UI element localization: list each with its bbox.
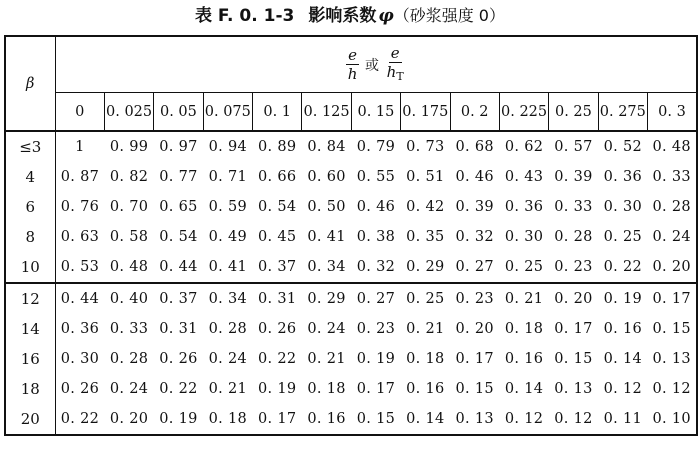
coefficient-cell: 0. 21 xyxy=(307,351,346,367)
table-row xyxy=(5,222,697,252)
coefficient-cell: 0. 17 xyxy=(455,351,494,367)
table-row xyxy=(5,252,697,283)
coefficient-cell: 0. 34 xyxy=(307,259,346,275)
header-row-ratio xyxy=(5,36,697,93)
coefficient-cell: 0. 29 xyxy=(302,283,351,314)
coefficient-cell: 0. 32 xyxy=(356,259,396,275)
coefficient-cell: 0. 38 xyxy=(356,229,396,245)
coefficient-cell: 0. 68 xyxy=(450,131,499,162)
fraction-e-over-h xyxy=(346,47,360,82)
coefficient-cell: 0. 31 xyxy=(253,283,302,314)
column-header-ratio: 0. 2 xyxy=(450,93,499,132)
coefficient-cell: 0. 48 xyxy=(648,131,697,162)
coefficient-cell: 0. 82 xyxy=(109,169,149,185)
coefficient-cell: 0. 17 xyxy=(356,381,396,397)
coefficient-cell: 0. 57 xyxy=(549,131,598,162)
coefficient-cell: 0. 23 xyxy=(450,283,499,314)
coefficient-cell: 0. 55 xyxy=(356,169,396,185)
coefficient-cell: 0. 58 xyxy=(109,229,149,245)
coefficient-cell: 0. 42 xyxy=(406,199,445,215)
coefficient-cell: 0. 24 xyxy=(208,351,248,367)
ratio-column-header xyxy=(55,36,697,93)
table-row xyxy=(5,404,697,435)
coefficient-cell: 0. 29 xyxy=(406,259,445,275)
coefficient-cell: 0. 18 xyxy=(504,321,544,337)
table-body xyxy=(5,131,697,435)
coefficient-cell: 0. 24 xyxy=(109,381,149,397)
coefficient-cell: 0. 13 xyxy=(554,381,593,397)
coefficient-cell: 0. 46 xyxy=(356,199,396,215)
column-header-ratio: 0. 225 xyxy=(499,93,548,132)
coefficient-cell: 0. 31 xyxy=(159,321,198,337)
coefficient-cell: 0. 12 xyxy=(554,411,593,427)
coefficient-cell: 0. 10 xyxy=(652,411,691,427)
fraction-numerator: e xyxy=(348,46,358,64)
coefficient-cell: 0. 18 xyxy=(406,351,445,367)
table-row xyxy=(5,344,697,374)
coefficient-cell: 0. 21 xyxy=(406,321,445,337)
caption-symbol: φ xyxy=(378,6,394,26)
coefficient-cell: 0. 23 xyxy=(356,321,396,337)
coefficient-cell: 0. 30 xyxy=(504,229,544,245)
coefficient-cell: 0. 24 xyxy=(652,229,691,245)
table-row xyxy=(5,374,697,404)
coefficient-cell: 0. 12 xyxy=(652,381,691,397)
coefficient-cell: 0. 26 xyxy=(257,321,297,337)
coefficient-cell: 0. 22 xyxy=(257,351,297,367)
coefficient-cell: 0. 13 xyxy=(652,351,691,367)
coefficient-cell: 0. 16 xyxy=(504,351,544,367)
influence-coefficient-table xyxy=(4,35,698,436)
coefficient-cell: 0. 26 xyxy=(159,351,198,367)
coefficient-cell: 0. 15 xyxy=(356,411,396,427)
coefficient-cell: 0. 24 xyxy=(307,321,346,337)
coefficient-cell: 0. 97 xyxy=(154,131,203,162)
coefficient-cell: 0. 28 xyxy=(554,229,593,245)
coefficient-cell: 0. 33 xyxy=(652,169,691,185)
coefficient-cell: 0. 34 xyxy=(203,283,252,314)
column-header-ratio: 0. 125 xyxy=(302,93,351,132)
coefficient-cell: 0. 87 xyxy=(60,169,100,185)
beta-cell: 20 xyxy=(5,404,55,435)
coefficient-cell: 0. 18 xyxy=(307,381,346,397)
coefficient-cell: 0. 84 xyxy=(302,131,351,162)
coefficient-cell: 0. 15 xyxy=(652,321,691,337)
coefficient-cell: 0. 33 xyxy=(554,199,593,215)
coefficient-cell: 0. 23 xyxy=(554,259,593,275)
table-row xyxy=(5,314,697,344)
coefficient-cell: 0. 36 xyxy=(603,169,643,185)
column-header-ratio: 0. 025 xyxy=(104,93,153,132)
coefficient-cell: 0. 13 xyxy=(455,411,494,427)
coefficient-cell: 0. 37 xyxy=(257,259,297,275)
coefficient-cell: 0. 70 xyxy=(109,199,149,215)
coefficient-cell: 0. 79 xyxy=(351,131,400,162)
coefficient-cell: 0. 14 xyxy=(603,351,643,367)
column-header-ratio: 0. 15 xyxy=(351,93,400,132)
caption-paren-note: （砂浆强度 0） xyxy=(393,6,505,25)
ratio-expression xyxy=(346,45,406,85)
coefficient-cell: 0. 25 xyxy=(401,283,450,314)
fraction-denominator: h xyxy=(347,65,358,83)
coefficient-cell: 0. 40 xyxy=(104,283,153,314)
beta-cell: 18 xyxy=(5,374,55,404)
header-row-ratio-values xyxy=(5,93,697,132)
coefficient-cell: 0. 25 xyxy=(504,259,544,275)
coefficient-cell: 0. 11 xyxy=(603,411,643,427)
coefficient-cell: 0. 21 xyxy=(499,283,548,314)
coefficient-cell: 0. 30 xyxy=(60,351,100,367)
coefficient-cell: 0. 53 xyxy=(60,259,100,275)
coefficient-cell: 0. 19 xyxy=(159,411,198,427)
coefficient-cell: 0. 22 xyxy=(159,381,198,397)
column-header-ratio: 0. 25 xyxy=(549,93,598,132)
coefficient-cell: 0. 28 xyxy=(208,321,248,337)
beta-cell: 12 xyxy=(5,283,55,314)
coefficient-cell: 0. 43 xyxy=(504,169,544,185)
coefficient-cell: 1 xyxy=(55,131,104,162)
fraction-numerator: e xyxy=(390,43,400,62)
coefficient-cell: 0. 17 xyxy=(648,283,697,314)
beta-cell: 14 xyxy=(5,314,55,344)
coefficient-cell: 0. 15 xyxy=(554,351,593,367)
coefficient-cell: 0. 26 xyxy=(60,381,100,397)
beta-column-header: β xyxy=(5,36,55,131)
coefficient-cell: 0. 14 xyxy=(406,411,445,427)
coefficient-cell: 0. 37 xyxy=(154,283,203,314)
coefficient-cell: 0. 19 xyxy=(257,381,297,397)
coefficient-cell: 0. 12 xyxy=(603,381,643,397)
coefficient-cell: 0. 48 xyxy=(109,259,149,275)
coefficient-cell: 0. 18 xyxy=(208,411,248,427)
coefficient-cell: 0. 54 xyxy=(257,199,297,215)
coefficient-cell: 0. 76 xyxy=(60,199,100,215)
coefficient-cell: 0. 77 xyxy=(159,169,198,185)
coefficient-cell: 0. 62 xyxy=(499,131,548,162)
table-caption xyxy=(0,4,700,28)
coefficient-cell: 0. 71 xyxy=(208,169,248,185)
table-row xyxy=(5,162,697,192)
coefficient-cell: 0. 66 xyxy=(257,169,297,185)
coefficient-cell: 0. 36 xyxy=(504,199,544,215)
coefficient-cell: 0. 17 xyxy=(554,321,593,337)
coefficient-cell: 0. 39 xyxy=(455,199,494,215)
coefficient-cell: 0. 20 xyxy=(109,411,149,427)
coefficient-cell: 0. 21 xyxy=(208,381,248,397)
column-header-ratio: 0. 3 xyxy=(648,93,697,132)
coefficient-cell: 0. 28 xyxy=(109,351,149,367)
coefficient-cell: 0. 27 xyxy=(351,283,400,314)
coefficient-cell: 0. 49 xyxy=(208,229,248,245)
coefficient-cell: 0. 52 xyxy=(598,131,647,162)
coefficient-cell: 0. 30 xyxy=(603,199,643,215)
coefficient-cell: 0. 50 xyxy=(307,199,346,215)
or-connector: 或 xyxy=(365,57,380,74)
beta-cell: 8 xyxy=(5,222,55,252)
column-header-ratio: 0. 1 xyxy=(253,93,302,132)
beta-cell: 16 xyxy=(5,344,55,374)
coefficient-cell: 0. 65 xyxy=(159,199,198,215)
caption-label: 表 F. 0. 1-3 xyxy=(195,6,295,26)
coefficient-cell: 0. 20 xyxy=(549,283,598,314)
table-row xyxy=(5,283,697,314)
coefficient-cell: 0. 15 xyxy=(455,381,494,397)
coefficient-cell: 0. 44 xyxy=(55,283,104,314)
beta-cell: 4 xyxy=(5,162,55,192)
coefficient-cell: 0. 28 xyxy=(652,199,691,215)
coefficient-cell: 0. 73 xyxy=(401,131,450,162)
coefficient-cell: 0. 35 xyxy=(406,229,445,245)
coefficient-cell: 0. 36 xyxy=(60,321,100,337)
coefficient-cell: 0. 63 xyxy=(60,229,100,245)
column-header-ratio: 0. 05 xyxy=(154,93,203,132)
coefficient-cell: 0. 94 xyxy=(203,131,252,162)
coefficient-cell: 0. 22 xyxy=(603,259,643,275)
fraction-e-over-ht xyxy=(385,45,406,85)
coefficient-cell: 0. 45 xyxy=(257,229,297,245)
caption-title: 影响系数 xyxy=(308,6,377,26)
coefficient-cell: 0. 25 xyxy=(603,229,643,245)
coefficient-cell: 0. 20 xyxy=(652,259,691,275)
coefficient-cell: 0. 22 xyxy=(60,411,100,427)
coefficient-cell: 0. 46 xyxy=(455,169,494,185)
column-header-ratio: 0. 275 xyxy=(598,93,647,132)
coefficient-cell: 0. 41 xyxy=(208,259,248,275)
coefficient-cell: 0. 16 xyxy=(406,381,445,397)
coefficient-cell: 0. 20 xyxy=(455,321,494,337)
table-row xyxy=(5,192,697,222)
coefficient-cell: 0. 19 xyxy=(598,283,647,314)
column-header-ratio: 0. 075 xyxy=(203,93,252,132)
column-header-ratio: 0. 175 xyxy=(401,93,450,132)
coefficient-cell: 0. 17 xyxy=(257,411,297,427)
denominator-base: h xyxy=(386,62,397,81)
coefficient-cell: 0. 41 xyxy=(307,229,346,245)
denominator-subscript: T xyxy=(396,69,404,83)
coefficient-cell: 0. 32 xyxy=(455,229,494,245)
coefficient-cell: 0. 12 xyxy=(504,411,544,427)
coefficient-cell: 0. 99 xyxy=(104,131,153,162)
coefficient-cell: 0. 59 xyxy=(208,199,248,215)
coefficient-cell: 0. 89 xyxy=(253,131,302,162)
column-header-ratio: 0 xyxy=(55,93,104,132)
table-row xyxy=(5,131,697,162)
coefficient-cell: 0. 16 xyxy=(307,411,346,427)
coefficient-cell: 0. 54 xyxy=(159,229,198,245)
coefficient-cell: 0. 44 xyxy=(159,259,198,275)
coefficient-cell: 0. 51 xyxy=(406,169,445,185)
beta-cell: 6 xyxy=(5,192,55,222)
beta-cell: ≤3 xyxy=(5,131,55,162)
coefficient-cell: 0. 39 xyxy=(554,169,593,185)
beta-cell: 10 xyxy=(5,252,55,283)
coefficient-cell: 0. 16 xyxy=(603,321,643,337)
coefficient-cell: 0. 14 xyxy=(504,381,544,397)
coefficient-cell: 0. 33 xyxy=(109,321,149,337)
fraction-denominator xyxy=(385,63,406,85)
coefficient-cell: 0. 60 xyxy=(307,169,346,185)
coefficient-cell: 0. 27 xyxy=(455,259,494,275)
coefficient-cell: 0. 19 xyxy=(356,351,396,367)
